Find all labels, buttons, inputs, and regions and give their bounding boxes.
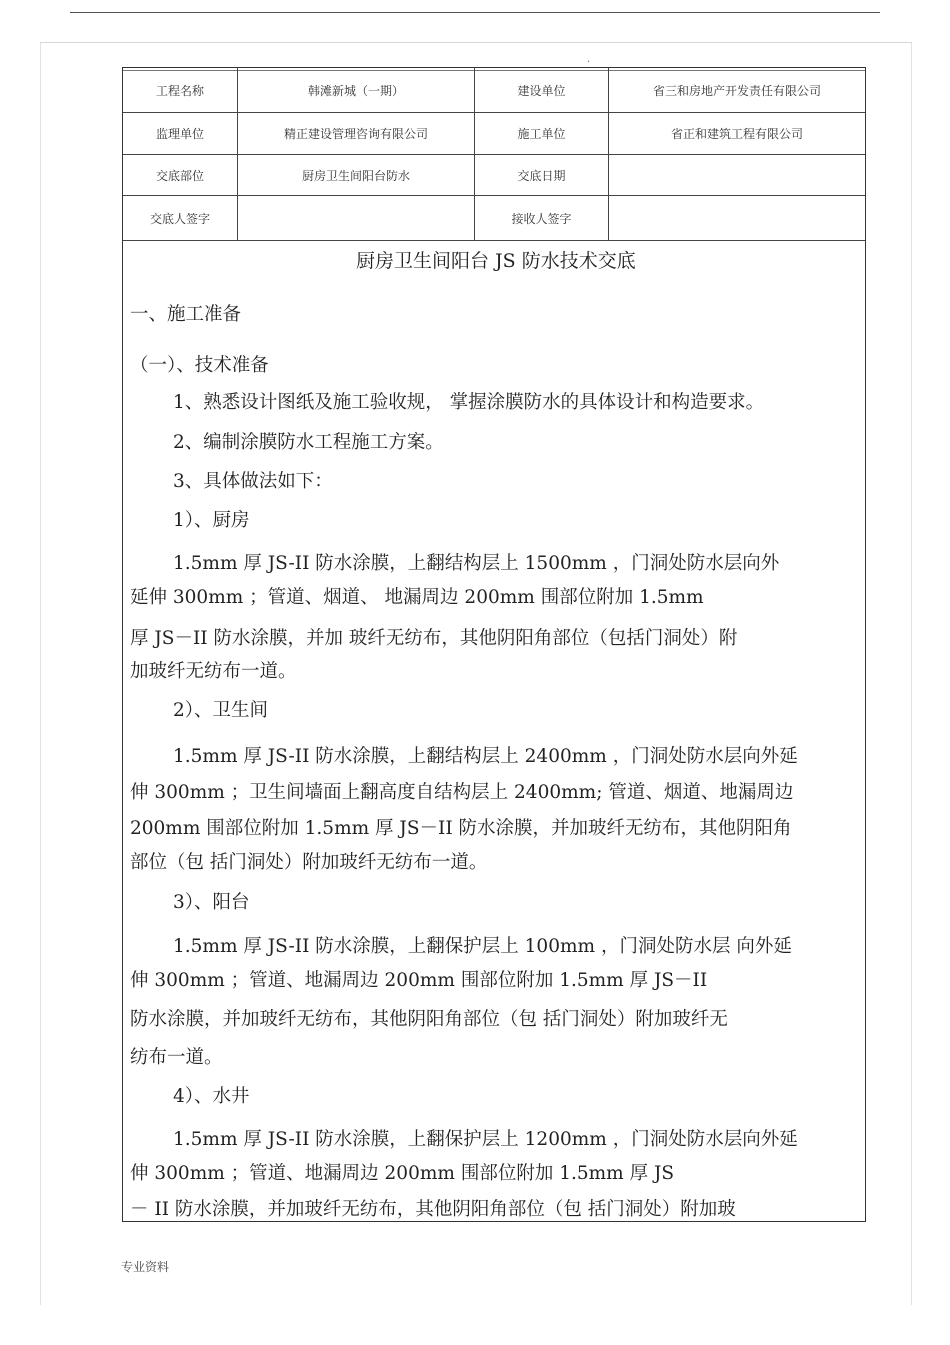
- list-item: 3、具体做法如下：: [173, 471, 333, 492]
- date-value: [609, 155, 865, 195]
- kitchen-heading: 1）、厨房: [173, 510, 250, 531]
- balcony-paragraph-line: 防水涂膜，并加玻纤无纺布，其他阴阳角部位（包 括门洞处）附加玻纤无: [130, 1009, 728, 1030]
- client-label: 建设单位: [517, 83, 566, 98]
- shaft-paragraph-line: 1.5mm 厚 JS-II 防水涂膜，上翻保护层上 1200mm ，门洞处防水层向外延: [173, 1129, 798, 1150]
- table-row-divider: [123, 240, 865, 241]
- receiver-signature-label: 接收人签字: [511, 211, 572, 226]
- client-value: 省三和房地产开发责任有限公司: [652, 83, 821, 98]
- kitchen-paragraph-line: 加玻纤无纺布一道。: [130, 661, 297, 682]
- discloser-signature-label: 交底人签字: [149, 211, 210, 226]
- page-mark: .: [587, 54, 591, 65]
- area-value: 厨房卫生间阳台防水: [301, 168, 410, 183]
- bathroom-paragraph-line: 部位（包 括门洞处）附加玻纤无纺布一道。: [130, 852, 488, 873]
- bathroom-paragraph-line: 200mm 围部位附加 1.5mm 厚 JS－II 防水涂膜，并加玻纤无纺布，其他阴阳角: [130, 818, 792, 839]
- date-label: 交底日期: [517, 168, 566, 183]
- page-footer: 专业资料: [121, 1260, 170, 1274]
- document-title: 厨房卫生间阳台 JS 防水技术交底: [356, 250, 636, 272]
- discloser-signature-value: [238, 196, 474, 240]
- section-heading: 一、施工准备: [130, 304, 242, 325]
- bathroom-paragraph-line: 伸 300mm ；卫生间墙面上翻高度自结构层上 2400mm; 管道、烟道、地漏周边: [130, 782, 794, 803]
- project-name-value: 韩滩新城（一期）: [307, 83, 404, 98]
- bathroom-heading: 2）、卫生间: [173, 700, 269, 721]
- kitchen-paragraph-line: 1.5mm 厚 JS-II 防水涂膜，上翻结构层上 1500mm ，门洞处防水层向外: [173, 553, 780, 574]
- balcony-paragraph-line: 纺布一道。: [130, 1047, 223, 1068]
- bathroom-paragraph-line: 1.5mm 厚 JS-II 防水涂膜，上翻结构层上 2400mm ，门洞处防水层向外延: [173, 746, 798, 767]
- list-item: 2、编制涂膜防水工程施工方案。: [173, 432, 444, 453]
- list-item: 1、熟悉设计图纸及施工验收规， 掌握涂膜防水的具体设计和构造要求。: [173, 392, 765, 413]
- subsection-heading: （一）、技术准备: [130, 355, 269, 376]
- supervisor-value: 精正建设管理咨询有限公司: [283, 127, 428, 141]
- balcony-paragraph-line: 伸 300mm ；管道、地漏周边 200mm 围部位附加 1.5mm 厚 JS－II: [130, 970, 708, 991]
- balcony-paragraph-line: 1.5mm 厚 JS-II 防水涂膜，上翻保护层上 100mm ，门洞处防水层 向外延: [173, 936, 792, 957]
- contractor-label: 施工单位: [517, 127, 566, 141]
- project-name-label: 工程名称: [155, 83, 204, 98]
- shaft-paragraph-line: － II 防水涂膜，并加玻纤无纺布，其他阴阳角部位（包 括门洞处）附加玻: [130, 1199, 736, 1220]
- kitchen-paragraph-line: 延伸 300mm ；管道、烟道、 地漏周边 200mm 围部位附加 1.5mm: [130, 587, 704, 608]
- disclosure-form: [122, 67, 866, 1222]
- contractor-value: 省正和建筑工程有限公司: [670, 127, 803, 141]
- shaft-heading: 4）、水井: [173, 1086, 250, 1107]
- area-label: 交底部位: [155, 168, 204, 183]
- receiver-signature-value: [609, 196, 865, 240]
- shaft-paragraph-line: 伸 300mm ；管道、地漏周边 200mm 围部位附加 1.5mm 厚 JS: [130, 1163, 675, 1184]
- kitchen-paragraph-line: 厚 JS－II 防水涂膜，并加 玻纤无纺布，其他阴阳角部位（包括门洞处）附: [130, 628, 738, 649]
- balcony-heading: 3）、阳台: [173, 892, 250, 913]
- supervisor-label: 监理单位: [155, 127, 204, 141]
- page-top-rule: [70, 12, 880, 13]
